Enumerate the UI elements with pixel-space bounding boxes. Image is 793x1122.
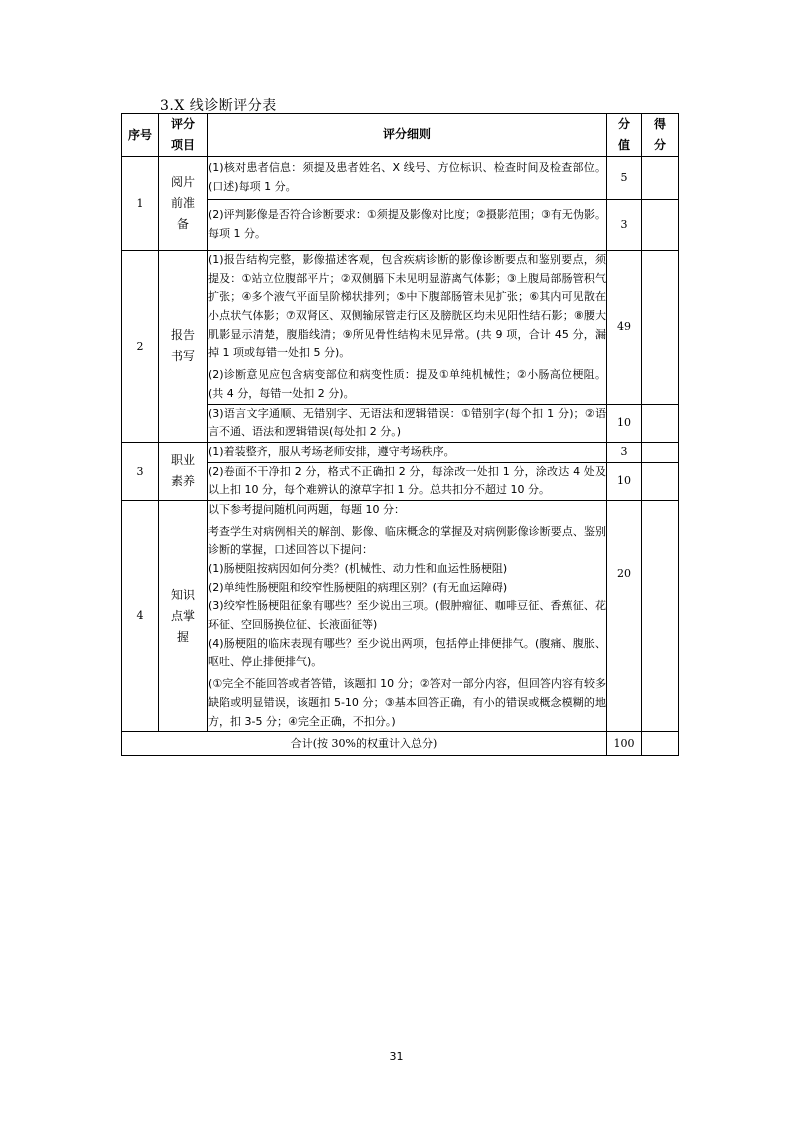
criteria-text: (1)报告结构完整，影像描述客观，包含疾病诊断的影像诊断要点和鉴别要点，须提及：①站立位腹部平片；②双侧膈下未见明显游离气体影；③上腹局部肠管积气扩张；④多个液气平面呈阶梯状排列；⑤中下腹部肠管未见扩张；⑥其内可见散在小点状气体影；⑦双肾区、双侧输尿管走行区及膀胱区均未见阳性结石影；⑧腰大肌影显示清楚，腹脂线清；⑨所见骨性结构未见异常。(共 9 项，合计 45 分，漏掉 1 项或每错一处扣 5 分)。 (2)诊断意见应包含病变部位和病变性质：提及①单纯机械性；②小肠高位梗阻。(共 4 分，每错一处扣 2 分)。 bbox=[208, 251, 607, 405]
page-title: 3.X 线诊断评分表 bbox=[160, 98, 277, 114]
criteria-text: (2)评判影像是否符合诊断要求：①须提及影像对比度；②摄影范围；③有无伪影。每项 1 分。 bbox=[208, 200, 607, 251]
section-number: 2 bbox=[122, 251, 159, 443]
section-number: 4 bbox=[122, 500, 159, 731]
section-category: 知识点掌握 bbox=[159, 500, 208, 731]
criteria-text: (2)卷面不干净扣 2 分，格式不正确扣 2 分，每涂改一处扣 1 分，涂改达 4 处及以上扣 10 分，每个难辨认的潦草字扣 1 分。总共扣分不超过 10 分。 bbox=[208, 462, 607, 500]
criteria-text: 以下参考提问随机问两题，每题 10 分： 考查学生对病例相关的解剖、影像、临床概念的掌握及对病例影像诊断要点、鉴别诊断的掌握，口述回答以下提问： (1)肠梗阻按病因如何分类？(机械性、动力性和血运性肠梗阻) (2)单纯性肠梗阻和绞窄性肠梗阻的病理区别？(有无血运障碍) (3)绞窄性肠梗阻征象有哪些？至少说出三项。(假肿瘤征、咖啡豆征、香蕉征、花环征、空回肠换位征、长液面征等) (4)肠梗阻的临床表现有哪些？至少说出两项，包括停止排便排气。(腹痛、腹胀、呕吐、停止排便排气)。 (①完全不能回答或者答错，该题扣 10 分；②答对一部分内容，但回答内容有较多缺陷或明显错误，该题扣 5-10 分；③基本回答正确，有小的错误或概念模糊的地方，扣 3-5 分；④完全正确，不扣分。) bbox=[208, 500, 607, 731]
obtained-score-cell[interactable] bbox=[642, 157, 679, 200]
table-row bbox=[122, 157, 679, 200]
obtained-score-cell[interactable] bbox=[642, 500, 679, 731]
section-number: 3 bbox=[122, 442, 159, 500]
score-value: 5 bbox=[607, 157, 642, 200]
header-detail: 评分细则 bbox=[208, 114, 607, 157]
obtained-score-cell[interactable] bbox=[642, 251, 679, 405]
obtained-score-cell[interactable] bbox=[642, 404, 679, 442]
header-seq: 序号 bbox=[122, 114, 159, 157]
header-row bbox=[122, 114, 679, 157]
criteria-text: (1)着装整齐，服从考场老师安排，遵守考场秩序。 bbox=[208, 442, 607, 462]
total-label: 合计(按 30%的权重计入总分) bbox=[122, 732, 607, 756]
score-value: 20 bbox=[607, 500, 642, 731]
total-row bbox=[122, 732, 679, 756]
section-category: 阅片前准备 bbox=[159, 157, 208, 251]
page-number: 31 bbox=[389, 1050, 404, 1063]
score-value: 3 bbox=[607, 200, 642, 251]
section-category: 报告书写 bbox=[159, 251, 208, 443]
total-score: 100 bbox=[607, 732, 642, 756]
header-score: 分值 bbox=[607, 114, 642, 157]
header-item: 评分项目 bbox=[159, 114, 208, 157]
table-row bbox=[122, 442, 679, 462]
scoring-table bbox=[121, 113, 679, 756]
section-category: 职业素养 bbox=[159, 442, 208, 500]
obtained-total-cell[interactable] bbox=[642, 732, 679, 756]
score-value: 10 bbox=[607, 404, 642, 442]
table-row bbox=[122, 251, 679, 405]
criteria-text: (3)语言文字通顺、无错别字、无语法和逻辑错误：①错别字(每个扣 1 分)；②语言不通、语法和逻辑错误(每处扣 2 分。) bbox=[208, 404, 607, 442]
score-value: 10 bbox=[607, 462, 642, 500]
score-value: 3 bbox=[607, 442, 642, 462]
criteria-text: (1)核对患者信息：须提及患者姓名、X 线号、方位标识、检查时间及检查部位。(口述)每项 1 分。 bbox=[208, 157, 607, 200]
obtained-score-cell[interactable] bbox=[642, 200, 679, 251]
score-value: 49 bbox=[607, 251, 642, 405]
obtained-score-cell[interactable] bbox=[642, 442, 679, 462]
table-row bbox=[122, 500, 679, 731]
section-number: 1 bbox=[122, 157, 159, 251]
obtained-score-cell[interactable] bbox=[642, 462, 679, 500]
header-got: 得分 bbox=[642, 114, 679, 157]
